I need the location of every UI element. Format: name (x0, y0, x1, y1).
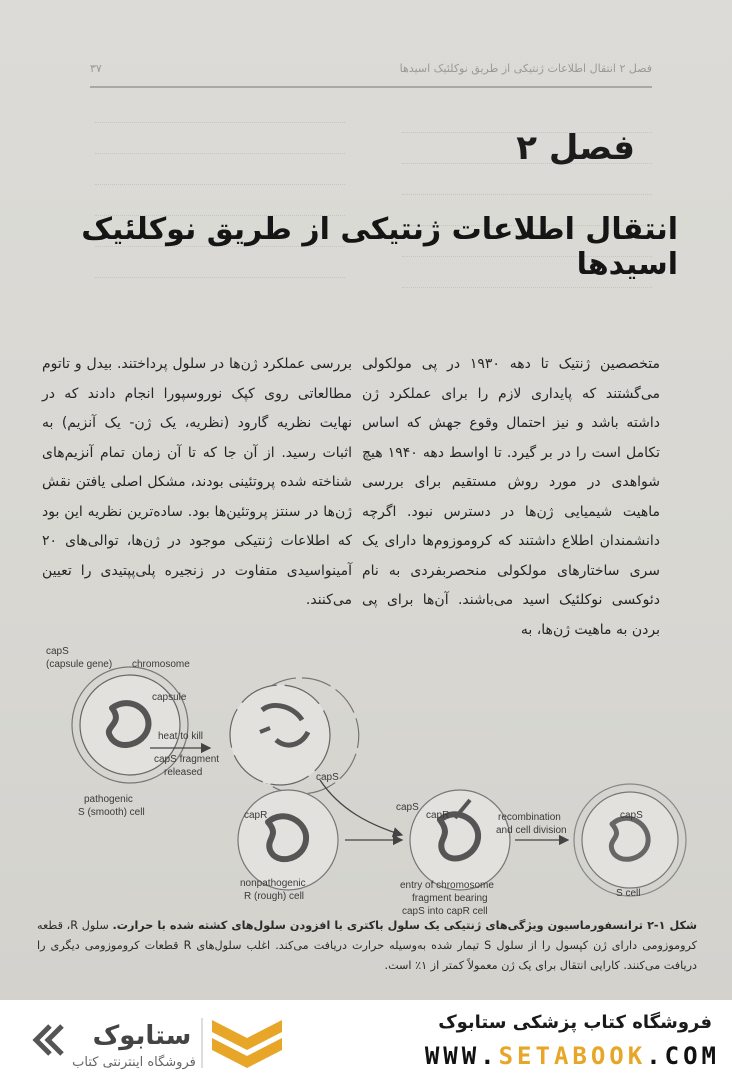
logo-text: ستابوک (92, 1021, 192, 1051)
label-caps-gene-2: (capsule gene) (46, 659, 113, 670)
label-caps-entry: capS (396, 802, 419, 813)
page-number: ۳۷ (90, 62, 102, 75)
entry-cell (410, 790, 510, 890)
label-nonpath-1: nonpathogenic (240, 878, 306, 889)
store-url[interactable] (425, 1042, 720, 1070)
label-caps-final: capS (620, 810, 643, 821)
label-entry-2: fragment bearing (412, 893, 488, 904)
pathogenic-s-cell (72, 667, 188, 783)
label-entry-1: entry of chromosome (400, 880, 494, 891)
store-banner[interactable] (0, 1000, 732, 1080)
label-capr: capR (244, 810, 268, 821)
final-s-cell (574, 784, 686, 896)
label-capsule: capsule (152, 692, 187, 703)
body-column-right: متخصصین ژنتیک تا دهه ۱۹۳۰ در پی مولکولی می‌گشتند که پایداری لازم را برای عملکرد ژن داشته باشد و نیز احتمال وقوع جهش که اساس تکامل است را در بر گیرد. تا اواسط دهه ۱۹۴۰ هیچ شواهدی در مورد روش مستقیم برای بررسی ماهیت شیمیایی ژن‌ها در دسترس نبود. اگرچه دانشمندان اطلاع داشتند که کروموزوم‌ها دارای یک سری ساختارهای مولکولی منحصربفردی به نام دئوکسی نوکلئیک اسید می‌باشند. آن‌ها برای پی بردن به ماهیت ژن‌ها، به (362, 356, 660, 638)
chapter-label: فصل ۲ (516, 128, 635, 168)
label-caps-gene-1: capS (46, 646, 69, 657)
label-fragment-2: released (164, 767, 203, 778)
url-brand: SETABOOK (498, 1042, 647, 1070)
label-pathogenic-2: S (smooth) cell (78, 807, 145, 818)
nonpathogenic-r-cell (238, 790, 338, 890)
caption-text: سلول R، قطعه کروموزومی دارای ژن کپسول را از سلول S تیمار شده به‌وسیله حرارت دریافت می‌کند. اغلب سلول‌های R قطعات کروموزومی دیگری را دریافت می‌کنند. کارایی انتقال برای یک ژن معمولاً کمتر از ۱٪ است. (37, 919, 697, 972)
label-s-cell: S cell (616, 888, 641, 899)
running-header (90, 62, 652, 88)
label-chromosome: chromosome (132, 659, 190, 670)
chapter-title: انتقال اطلاعات ژنتیکی از طریق نوکلئیک اسیدها (81, 212, 678, 282)
label-entry-3: capS into capR cell (402, 906, 488, 917)
logo-tagline: فروشگاه اینترنتی کتاب (72, 1055, 196, 1070)
body-column-left: بررسی عملکرد ژن‌ها در سلول پرداختند. بیدل و تاتوم مطالعاتی روی کپک نوروسپورا انجام دادند که در نهایت نظریه گارود (نظریه، یک ژن- یک آنزیم) به اثبات رسید. از آن جا که تا آن زمان تمام آنزیم‌های شناخته شده پروتئینی بودند، مشکل اصلی یافتن نقش ژن‌ها در سنتز پروتئین‌ها بود. ساده‌ترین نظریه این بود که اطلاعات ژنتیکی موجود در ژن‌ها، توالی‌های ۲۰ آمینواسیدی متفاوت در زنجیره پلی‌پپتیدی را تعیین می‌کنند. (42, 356, 352, 608)
chevron-logo-icon (212, 1020, 282, 1068)
label-capr-entry: capR (426, 810, 450, 821)
label-fragment-1: capS fragment (154, 754, 220, 765)
url-suffix: .COM (646, 1042, 720, 1070)
label-pathogenic-1: pathogenic (84, 794, 133, 805)
store-logo[interactable] (22, 1010, 282, 1074)
store-name: فروشگاه کتاب پزشکی ستابوک (438, 1012, 712, 1033)
double-chevron-icon (36, 1026, 62, 1054)
label-caps-free: capS (316, 772, 339, 783)
label-recombination-1: recombination (498, 812, 561, 823)
figure-caption (37, 916, 697, 976)
transformation-figure (40, 640, 720, 920)
url-prefix: WWW. (424, 1042, 499, 1070)
heat-killed-cell (230, 678, 359, 794)
label-heat: heat to kill (158, 731, 204, 742)
label-recombination-2: and cell division (496, 825, 567, 836)
running-title: فصل ۲ انتقال اطلاعات ژنتیکی از طریق نوکلئیک اسیدها (399, 62, 652, 75)
label-nonpath-2: R (rough) cell (244, 891, 305, 902)
caption-bold: شکل ۱-۲ ترانسفورماسیون ویژگی‌های ژنتیکی یک سلول باکتری با افزودن سلول‌های کشته شده با حرارت. (112, 919, 697, 932)
